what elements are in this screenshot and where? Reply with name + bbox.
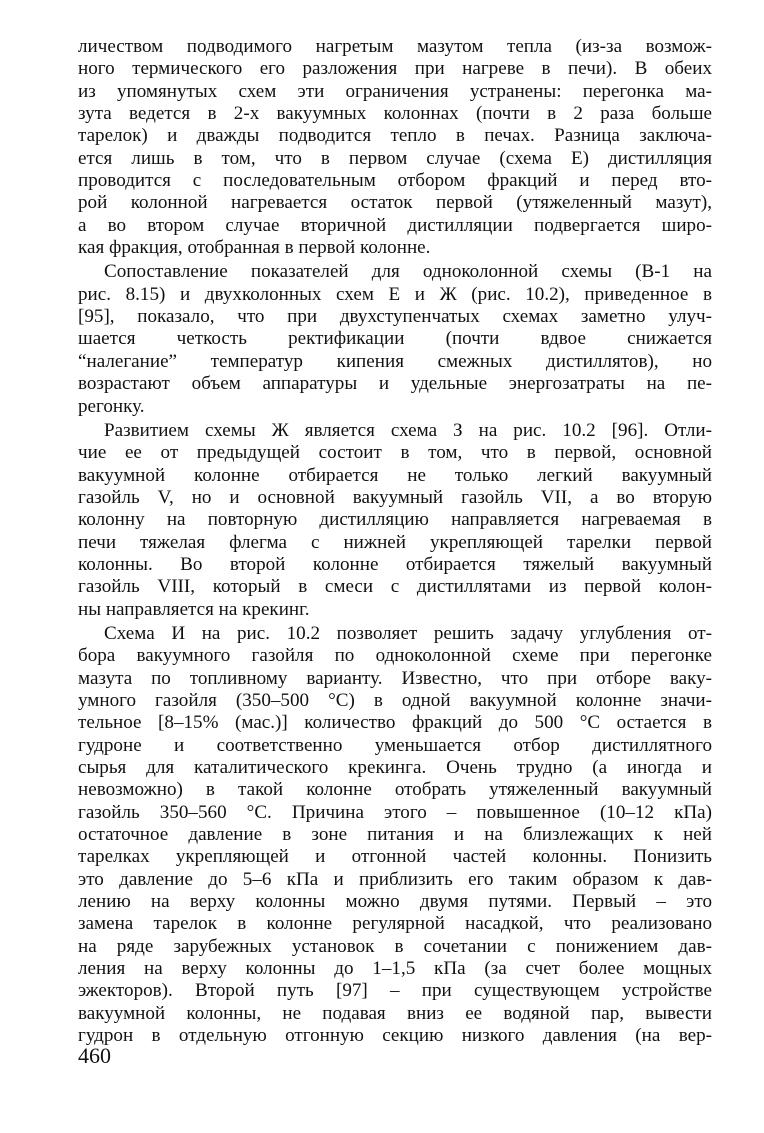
text-line: колонны. Во второй колонне отбирается тяжелый вакуумный	[78, 553, 712, 575]
text-line: зута ведется в 2-х вакуумных колоннах (почти в 2 раза больше	[78, 103, 712, 125]
text-line: газойль VIII, который в смеси с дистиллятами из первой колон-	[78, 576, 712, 598]
text-line: рой колонной нагревается остаток первой (утяжеленный мазут),	[78, 192, 712, 214]
paragraph-1	[78, 36, 712, 259]
text-line: кая фракция, отобранная в первой колонне.	[78, 237, 431, 259]
text-line: а во втором случае вторичной дистилляции подвергается широ-	[78, 214, 712, 236]
paragraph-4	[78, 623, 712, 1048]
text-line: “налегание” температур кипения смежных дистиллятов), но	[78, 350, 712, 372]
text-line: Схема И на рис. 10.2 позволяет решить задачу углубления от-	[104, 622, 712, 644]
text-line: умного газойля (350–500 °С) в одной вакуумной колонне значи-	[78, 689, 712, 711]
text-line: это давление до 5–6 кПа и приблизить его таким образом к дав-	[78, 868, 712, 890]
text-line: ного термического его разложения при нагреве в печи). В обеих	[78, 58, 712, 80]
text-line: Развитием схемы Ж является схема З на рис. 10.2 [96]. Отли-	[104, 419, 712, 441]
text-line: вакуумной колонны, не подавая вниз ее водяной пар, вывести	[78, 1002, 712, 1024]
text-line: Сопоставление показателей для одноколонной схемы (В-1 на	[104, 261, 712, 283]
text-line: ны направляется на крекинг.	[78, 598, 310, 620]
text-line: ется лишь в том, что в первом случае (схема Е) дистилляция	[78, 147, 712, 169]
text-line: рис. 8.15) и двухколонных схем Е и Ж (рис. 10.2), приведенное в	[78, 283, 712, 305]
paragraph-3	[78, 420, 712, 621]
text-line: из упомянутых схем эти ограничения устранены: перегонка ма-	[78, 80, 712, 102]
text-line: регонку.	[78, 395, 145, 417]
text-line: тарелок) и дважды подводится тепло в печах. Разница заключа-	[78, 125, 712, 147]
text-line: возрастают объем аппаратуры и удельные энергозатраты на пе-	[78, 373, 712, 395]
text-line: шается четкость ректификации (почти вдвое снижается	[78, 328, 712, 350]
text-line: газойль 350–560 °С. Причина этого – повышенное (10–12 кПа)	[78, 801, 712, 823]
text-line: ления на верху колонны до 1–1,5 кПа (за счет более мощных	[78, 958, 712, 980]
text-line: гудроне и соответственно уменьшается отбор дистиллятного	[78, 734, 712, 756]
text-line: газойль V, но и основной вакуумный газойль VII, а во вторую	[78, 486, 712, 508]
page-number: 460	[78, 1043, 111, 1068]
text-line: остаточное давление в зоне питания и на близлежащих к ней	[78, 824, 712, 846]
text-line: эжекторов). Второй путь [97] – при существующем устройстве	[78, 980, 712, 1002]
text-line: печи тяжелая флегма с нижней укрепляющей тарелки первой	[78, 531, 712, 553]
text-line: колонну на повторную дистилляцию направляется нагреваемая в	[78, 509, 712, 531]
text-line: мазута по топливному варианту. Известно, что при отборе ваку-	[78, 667, 712, 689]
text-line: проводится с последовательным отбором фракций и перед вто-	[78, 170, 712, 192]
text-line: гудрон в отдельную отгонную секцию низкого давления (на вер-	[78, 1025, 712, 1047]
text-line: лению на верху колонны можно двумя путями. Первый – это	[78, 891, 712, 913]
text-line: на ряде зарубежных установок в сочетании с понижением дав-	[78, 935, 712, 957]
text-line: бора вакуумного газойля по одноколонной схеме при перегонке	[78, 645, 712, 667]
page-body	[78, 36, 712, 1049]
text-line: замена тарелок в колонне регулярной насадкой, что реализовано	[78, 913, 712, 935]
text-line: личеством подводимого нагретым мазутом тепла (из-за возмож-	[78, 36, 712, 57]
text-line: невозможно) в такой колонне отобрать утяжеленный вакуумный	[78, 779, 712, 801]
text-line: [95], показало, что при двухступенчатых схемах заметно улуч-	[78, 306, 712, 328]
text-line: сырья для каталитического крекинга. Очень трудно (а иногда и	[78, 757, 712, 778]
text-line: тарелках укрепляющей и отгонной частей колонны. Понизить	[78, 846, 712, 868]
text-line: чие ее от предыдущей состоит в том, что в первой, основной	[78, 442, 712, 464]
text-line: вакуумной колонне отбирается не только легкий вакуумный	[78, 464, 712, 486]
paragraph-2	[78, 261, 712, 417]
text-line: тельное [8–15% (мас.)] количество фракций до 500 °С остается в	[78, 712, 712, 734]
